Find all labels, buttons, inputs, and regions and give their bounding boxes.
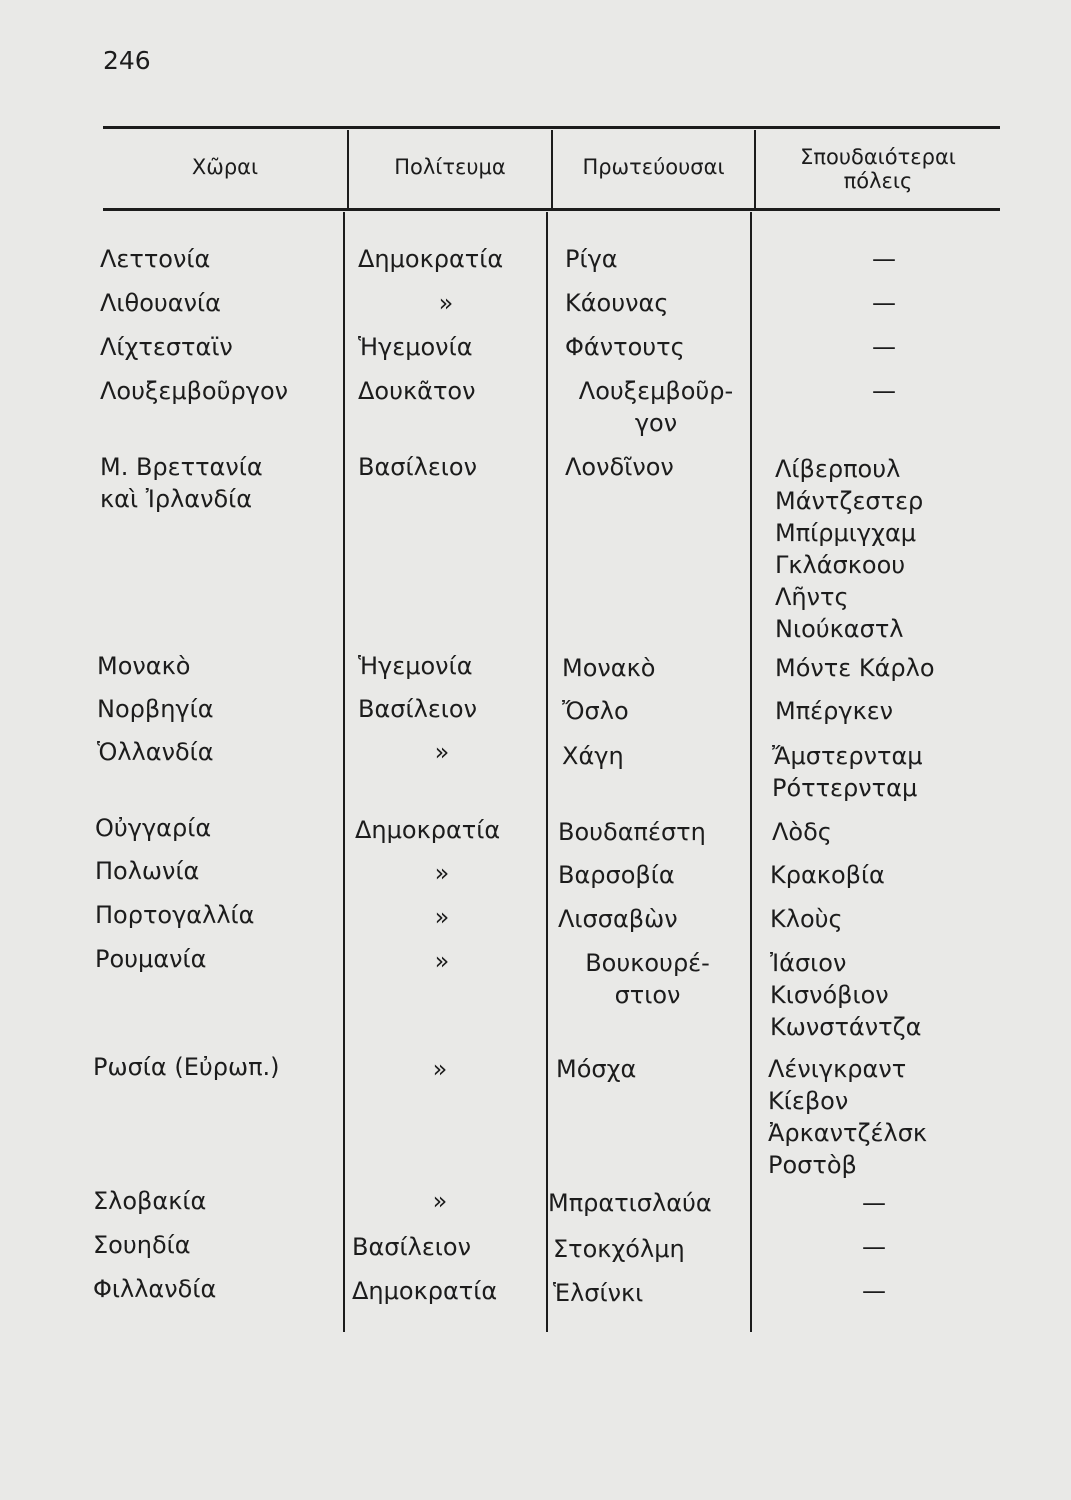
country-cell: Ὁλλανδία	[97, 738, 214, 766]
country-cell: Μονακὸ	[97, 652, 191, 680]
capital-cell: Ὄσλο	[562, 697, 629, 725]
country-cell: Λεττονία	[100, 245, 211, 273]
country-cell	[100, 451, 263, 515]
capital-cell: Μπρατισλαύα	[548, 1189, 712, 1217]
page-number: 246	[103, 46, 151, 75]
cities-cell: —	[872, 333, 896, 361]
capital-cell	[565, 375, 747, 439]
city-line: Γκλάσκοου	[775, 551, 906, 579]
country-cell: Πορτογαλλία	[95, 901, 255, 929]
capital-cell: Λισσαβὼν	[558, 905, 678, 933]
country-cell: Ρωσία (Εὐρωπ.)	[93, 1053, 280, 1081]
country-cell: Φιλλανδία	[93, 1275, 217, 1303]
country-cell: Πολωνία	[95, 857, 200, 885]
city-line: Κισνόβιον	[770, 981, 889, 1009]
table-top-rule	[103, 126, 1000, 129]
regime-cell: Δημοκρατία	[352, 1277, 498, 1305]
header-bottom-rule	[103, 208, 1000, 211]
city-line: Λίβερπουλ	[775, 455, 901, 483]
regime-cell: Δημοκρατία	[358, 245, 504, 273]
city-line: Ἄμστερνταμ	[772, 742, 923, 770]
regime-cell: Βασίλειον	[358, 453, 478, 481]
capital-line: στιον	[614, 981, 681, 1009]
capital-cell: Βαρσοβία	[558, 861, 675, 889]
city-line: Λῆντς	[775, 583, 849, 611]
column-separator-2-body	[546, 212, 548, 1332]
cities-cell: Μόντε Κάρλο	[775, 654, 935, 682]
city-line: Ροστὸβ	[768, 1151, 857, 1179]
capital-cell	[555, 947, 740, 1011]
cities-cell: Μπέργκεν	[775, 697, 894, 725]
capital-cell: Ρίγα	[565, 245, 618, 273]
cities-cell: —	[862, 1277, 886, 1305]
header-major-cities	[756, 145, 1000, 193]
city-line: Μάντζεστερ	[775, 487, 924, 515]
cities-cell: Κλοὺς	[770, 905, 843, 933]
cities-cell	[768, 1053, 927, 1181]
country-line: Μ. Βρεττανία	[100, 453, 263, 481]
regime-cell: »	[432, 1055, 448, 1083]
city-line: Κίεβον	[768, 1087, 849, 1115]
header-major-cities-line1: Σπουδαιότεραι	[800, 145, 956, 169]
country-cell: Ρουμανία	[95, 945, 207, 973]
capital-cell: Κάουνας	[565, 289, 669, 317]
city-line: Ἰάσιον	[770, 949, 847, 977]
regime-cell: Ἡγεμονία	[358, 652, 473, 680]
cities-cell: —	[872, 289, 896, 317]
regime-cell: »	[432, 1187, 448, 1215]
country-line: καὶ Ἰρλανδία	[100, 485, 253, 513]
city-line: Νιούκαστλ	[775, 615, 904, 643]
header-countries: Χῶραι	[191, 155, 259, 179]
regime-cell: Ἡγεμονία	[358, 333, 473, 361]
capital-cell: Μονακὸ	[562, 654, 656, 682]
regime-cell: Δουκᾶτον	[358, 377, 476, 405]
capital-cell: Λονδῖνον	[565, 453, 674, 481]
header-capitals: Πρωτεύουσαι	[582, 155, 725, 179]
regime-cell: »	[434, 903, 450, 931]
capital-line: γον	[634, 409, 678, 437]
city-line: Λένιγκραντ	[768, 1055, 907, 1083]
regime-cell: »	[434, 738, 450, 766]
capital-cell: Χάγη	[562, 742, 624, 770]
column-separator-3-body	[750, 212, 752, 1332]
country-cell: Λιθουανία	[100, 289, 221, 317]
regime-cell: Βασίλειον	[358, 695, 478, 723]
capital-cell: Φάντουτς	[565, 333, 685, 361]
city-line: Ἀρκαντζέλσκ	[768, 1119, 928, 1147]
header-major-cities-line2: πόλεις	[843, 169, 913, 193]
capital-cell: Βουδαπέστη	[558, 818, 706, 846]
header-regime: Πολίτευμα	[394, 155, 506, 179]
country-cell: Σουηδία	[93, 1231, 191, 1259]
column-separator-1-body	[343, 212, 345, 1332]
country-cell: Νορβηγία	[97, 695, 214, 723]
cities-cell: Λὸδς	[772, 818, 832, 846]
city-line: Ρόττερνταμ	[772, 774, 918, 802]
regime-cell: Βασίλειον	[352, 1233, 472, 1261]
capital-cell: Στοκχόλμη	[553, 1235, 685, 1263]
capital-line: Λουξεμβοῦρ-	[578, 377, 734, 405]
cities-cell	[770, 947, 921, 1043]
country-cell: Σλοβακία	[93, 1187, 207, 1215]
city-line: Κωνστάντζα	[770, 1013, 922, 1041]
country-cell: Λουξεμβοῦργον	[100, 377, 289, 405]
cities-cell: —	[862, 1189, 886, 1217]
capital-line: Βουκουρέ-	[585, 949, 710, 977]
cities-cell	[772, 740, 923, 804]
cities-cell: —	[872, 245, 896, 273]
cities-cell: —	[862, 1233, 886, 1261]
regime-cell: »	[434, 859, 450, 887]
regime-cell: »	[438, 289, 454, 317]
regime-cell: Δημοκρατία	[355, 816, 501, 844]
cities-cell: —	[872, 377, 896, 405]
cities-cell	[775, 453, 923, 645]
capital-cell: Μόσχα	[556, 1055, 637, 1083]
capital-cell: Ἑλσίνκι	[553, 1279, 644, 1307]
country-cell: Οὐγγαρία	[95, 814, 212, 842]
city-line: Μπίρμιγχαμ	[775, 519, 917, 547]
regime-cell: »	[434, 947, 450, 975]
cities-cell: Κρακοβία	[770, 861, 885, 889]
country-cell: Λίχτεσταϊν	[100, 333, 233, 361]
